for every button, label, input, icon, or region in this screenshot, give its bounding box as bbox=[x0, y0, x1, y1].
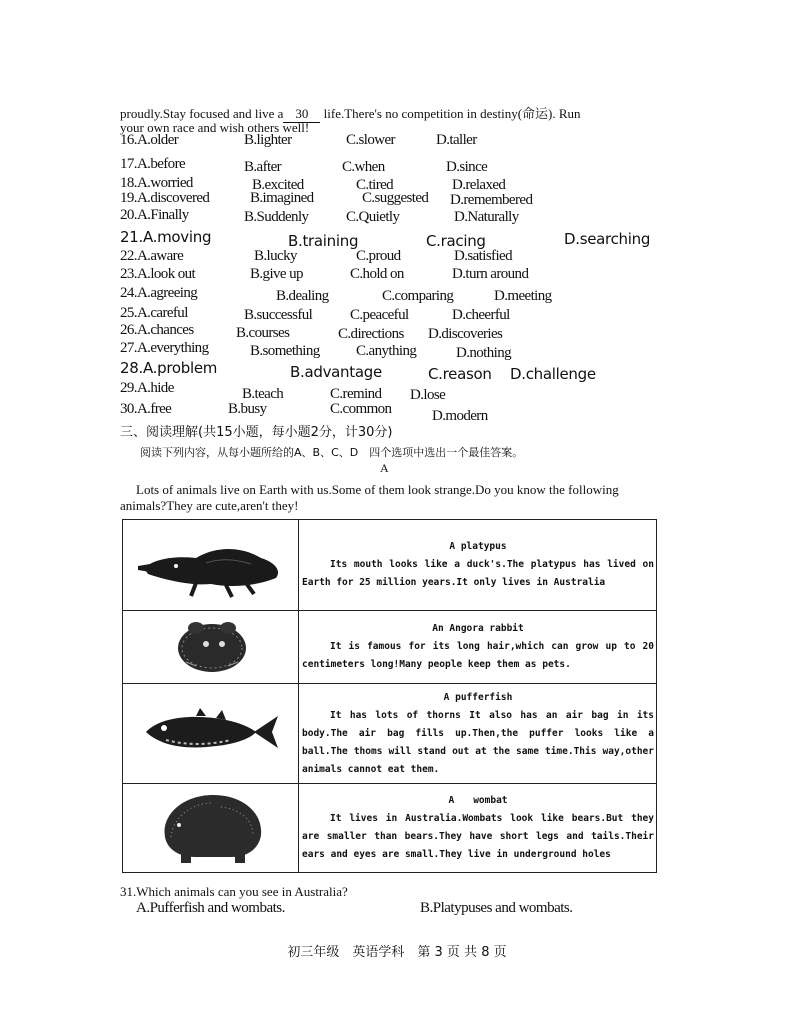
question-18-option-b: B.excited bbox=[252, 177, 304, 193]
question-22-option-b: B.lucky bbox=[254, 248, 297, 264]
question-31-option-b: B.Platypuses and wombats. bbox=[420, 900, 573, 916]
animal-table bbox=[122, 519, 657, 873]
question-27-option-a: 27.A.everything bbox=[120, 340, 209, 356]
question-27-option-d: D.nothing bbox=[456, 345, 512, 361]
question-29-option-a: 29.A.hide bbox=[120, 380, 174, 396]
table-row bbox=[123, 520, 657, 611]
question-26-option-d: D.discoveries bbox=[428, 326, 503, 342]
question-19-option-d: D.remembered bbox=[450, 192, 533, 208]
answer-blank: 30 bbox=[283, 106, 320, 123]
passage-body: Lots of animals live on Earth with us.Some of them look strange.Do you know the following animals?They are cute,aren't they! bbox=[120, 482, 619, 513]
passage-text bbox=[120, 482, 640, 514]
animal-description: It lives in Australia.Wombats look like bears.But they are smaller than bears.They have short legs and tails.Their ears and eyes are small.They live in underground holes bbox=[302, 813, 654, 860]
question-31-option-a: A.Pufferfish and wombats. bbox=[136, 900, 285, 916]
question-22-option-d: D.satisfied bbox=[454, 248, 512, 264]
question-21-option-c: C.racing bbox=[426, 232, 486, 250]
question-22-option-a: 22.A.aware bbox=[120, 248, 184, 264]
question-25-option-b: B.successful bbox=[244, 307, 313, 323]
question-21-option-a: 21.A.moving bbox=[120, 228, 212, 246]
question-20-option-b: B.Suddenly bbox=[244, 209, 309, 225]
question-17-option-b: B.after bbox=[244, 159, 282, 175]
animal-description: Its mouth looks like a duck's.The platypus has lived on Earth for 25 million years.It only lives in Australia bbox=[302, 559, 654, 588]
question-24-option-b: B.dealing bbox=[276, 288, 329, 304]
question-25-option-a: 25.A.careful bbox=[120, 305, 188, 321]
question-23-option-d: D.turn around bbox=[452, 266, 529, 282]
question-27-option-c: C.anything bbox=[356, 343, 417, 359]
section-title: 三、阅读理解(共15小题，每小题2分，计30分) bbox=[120, 425, 393, 440]
question-19-option-b: B.imagined bbox=[250, 190, 314, 206]
question-29-option-c: C.remind bbox=[330, 386, 382, 402]
intro-line-2: your own race and wish others well! bbox=[120, 120, 310, 135]
question-23-option-c: C.hold on bbox=[350, 266, 404, 282]
question-16-option-a: 16.A.older bbox=[120, 132, 179, 148]
table-row bbox=[123, 611, 657, 684]
angora-rabbit-image bbox=[123, 611, 299, 684]
animal-cell bbox=[299, 611, 657, 684]
animal-title: A platypus bbox=[449, 541, 507, 552]
question-28-option-a: 28.A.problem bbox=[120, 359, 218, 377]
question-25-option-c: C.peaceful bbox=[350, 307, 409, 323]
section-instruction: 阅读下列内容，从每小题所给的A、B、C、D 四个选项中选出一个最佳答案。 bbox=[140, 446, 524, 459]
question-18-option-c: C.tired bbox=[356, 177, 394, 193]
question-30-option-a: 30.A.free bbox=[120, 401, 172, 417]
question-29-option-b: B.teach bbox=[242, 386, 284, 402]
question-24-option-a: 24.A.agreeing bbox=[120, 285, 198, 301]
question-18-option-d: D.relaxed bbox=[452, 177, 506, 193]
question-27-option-b: B.something bbox=[250, 343, 320, 359]
question-17-option-a: 17.A.before bbox=[120, 156, 186, 172]
question-25-option-d: D.cheerful bbox=[452, 307, 510, 323]
pufferfish-image bbox=[123, 684, 299, 784]
animal-title: A pufferfish bbox=[443, 691, 513, 703]
animal-cell bbox=[299, 520, 657, 611]
animal-cell bbox=[299, 784, 657, 873]
question-29-option-d: D.lose bbox=[410, 387, 446, 403]
question-20-option-d: D.Naturally bbox=[454, 209, 519, 225]
question-16-option-d: D.taller bbox=[436, 132, 477, 148]
question-17-option-c: C.when bbox=[342, 159, 385, 175]
table-row bbox=[123, 684, 657, 784]
page-footer: 初三年级 英语学科 第 3 页 共 8 页 bbox=[287, 945, 507, 960]
question-30-option-d: D.modern bbox=[432, 408, 488, 424]
question-23-option-b: B.give up bbox=[250, 266, 303, 282]
table-row bbox=[123, 784, 657, 873]
question-31: 31.Which animals can you see in Australia? bbox=[120, 884, 348, 899]
animal-title: An Angora rabbit bbox=[432, 623, 524, 634]
question-21-option-d: D.searching bbox=[564, 230, 651, 248]
question-28-option-c: C.reason bbox=[428, 365, 492, 383]
question-20-option-c: C.Quietly bbox=[346, 209, 400, 225]
intro-text: life.There's no competition in destiny(命运). Run bbox=[320, 106, 581, 121]
question-16-option-b: B.lighter bbox=[244, 132, 292, 148]
question-30-option-c: C.common bbox=[330, 401, 392, 417]
question-28-option-d: D.challenge bbox=[510, 365, 596, 383]
question-22-option-c: C.proud bbox=[356, 248, 401, 264]
question-30-option-b: B.busy bbox=[228, 401, 267, 417]
question-18-option-a: 18.A.worried bbox=[120, 175, 193, 191]
passage-label: A bbox=[380, 461, 389, 475]
question-19-option-c: C.suggested bbox=[362, 190, 429, 206]
question-24-option-c: C.comparing bbox=[382, 288, 454, 304]
question-28-option-b: B.advantage bbox=[290, 363, 382, 381]
question-26-option-b: B.courses bbox=[236, 325, 290, 341]
question-26-option-c: C.directions bbox=[338, 326, 404, 342]
question-17-option-d: D.since bbox=[446, 159, 488, 175]
question-20-option-a: 20.A.Finally bbox=[120, 207, 189, 223]
question-19-option-a: 19.A.discovered bbox=[120, 190, 210, 206]
animal-title: A wombat bbox=[448, 795, 508, 806]
animal-description: It has lots of thorns It also has an air bag in its body.The air bag fills up.Then,the puffer looks like a ball.The thoms will stand out at the same time.This way,other animals cannot eat them. bbox=[302, 709, 654, 775]
intro-text: proudly.Stay focused and live a bbox=[120, 106, 284, 121]
question-26-option-a: 26.A.chances bbox=[120, 322, 194, 338]
wombat-image bbox=[123, 784, 299, 873]
question-24-option-d: D.meeting bbox=[494, 288, 552, 304]
question-21-option-b: B.training bbox=[288, 232, 359, 250]
question-23-option-a: 23.A.look out bbox=[120, 266, 196, 282]
platypus-image bbox=[123, 520, 299, 611]
animal-cell bbox=[299, 684, 657, 784]
question-16-option-c: C.slower bbox=[346, 132, 395, 148]
animal-description: It is famous for its long hair,which can grow up to 20 centimeters long!Many people keep them as pets. bbox=[302, 641, 654, 670]
